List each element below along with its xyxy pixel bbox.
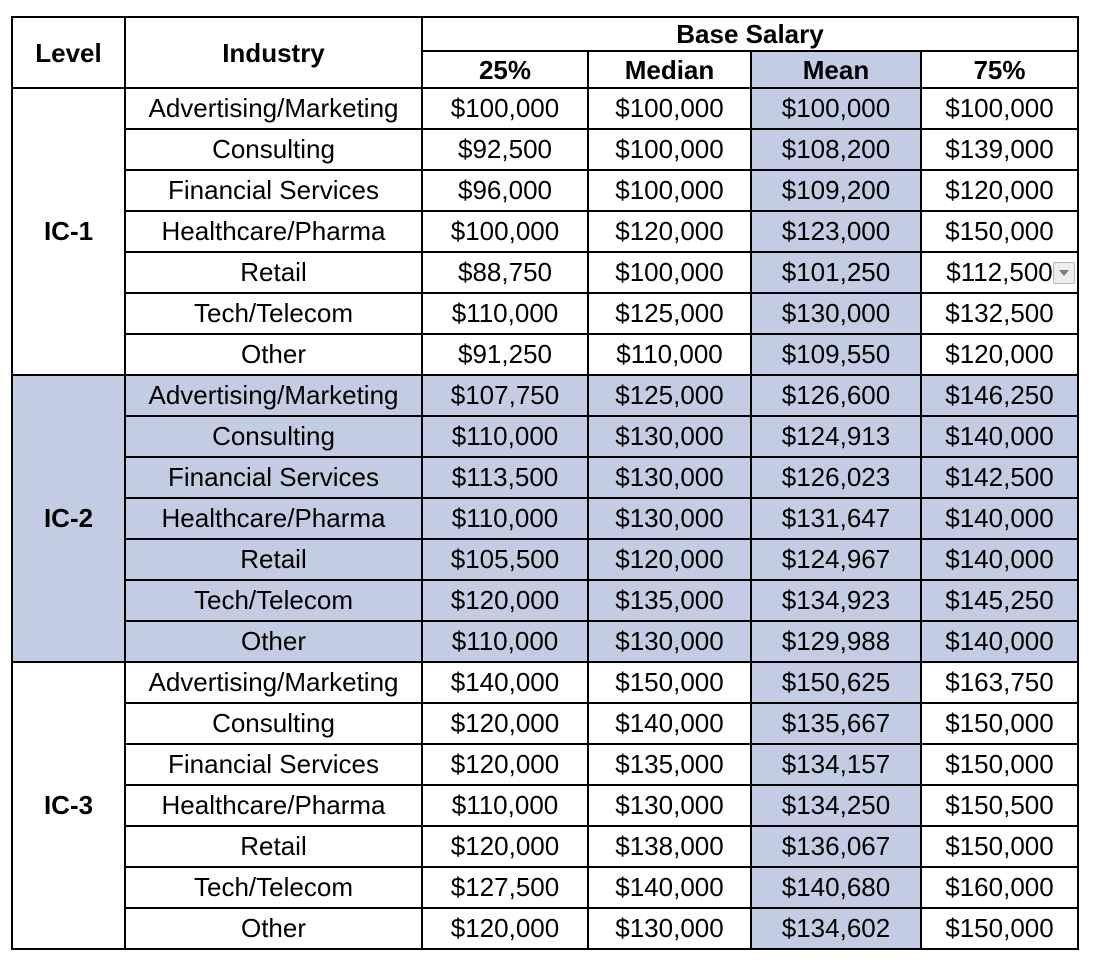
mean-cell: $134,923 — [751, 580, 921, 621]
level-label: IC-1 — [12, 88, 125, 375]
header-25th-percentile: 25% — [422, 51, 588, 88]
table-row — [12, 129, 1078, 170]
table-row — [12, 88, 1078, 129]
p75-cell: $150,500 — [921, 785, 1078, 826]
p75-cell: $139,000 — [921, 129, 1078, 170]
table-row — [12, 908, 1078, 949]
table-row — [12, 252, 1078, 293]
mean-cell: $134,602 — [751, 908, 921, 949]
table-row — [12, 334, 1078, 375]
p75-cell: $120,000 — [921, 334, 1078, 375]
p75-cell: $100,000 — [921, 88, 1078, 129]
p75-cell: $150,000 — [921, 744, 1078, 785]
table-row — [12, 375, 1078, 416]
mean-cell: $134,157 — [751, 744, 921, 785]
table-row — [12, 539, 1078, 580]
p25-cell: $91,250 — [422, 334, 588, 375]
p25-cell: $127,500 — [422, 867, 588, 908]
p25-cell: $120,000 — [422, 744, 588, 785]
industry-cell: Tech/Telecom — [125, 293, 422, 334]
table-row — [12, 703, 1078, 744]
p75-cell: $120,000 — [921, 170, 1078, 211]
header-median: Median — [588, 51, 751, 88]
p75-cell: $142,500 — [921, 457, 1078, 498]
mean-cell: $130,000 — [751, 293, 921, 334]
header-industry: Industry — [125, 17, 422, 88]
p75-cell: $140,000 — [921, 416, 1078, 457]
mean-cell: $140,680 — [751, 867, 921, 908]
p25-cell: $120,000 — [422, 908, 588, 949]
median-cell: $150,000 — [588, 662, 751, 703]
table-row — [12, 744, 1078, 785]
p75-cell: $132,500 — [921, 293, 1078, 334]
industry-cell: Healthcare/Pharma — [125, 498, 422, 539]
table-row — [12, 662, 1078, 703]
industry-cell: Healthcare/Pharma — [125, 785, 422, 826]
median-cell: $130,000 — [588, 457, 751, 498]
mean-cell: $123,000 — [751, 211, 921, 252]
median-cell: $135,000 — [588, 580, 751, 621]
median-cell: $130,000 — [588, 621, 751, 662]
p25-cell: $110,000 — [422, 498, 588, 539]
p75-cell: $140,000 — [921, 621, 1078, 662]
header-75th-percentile: 75% — [921, 51, 1078, 88]
median-cell: $120,000 — [588, 539, 751, 580]
industry-cell: Advertising/Marketing — [125, 375, 422, 416]
mean-cell: $126,600 — [751, 375, 921, 416]
table-row — [12, 211, 1078, 252]
median-cell: $125,000 — [588, 293, 751, 334]
p75-cell: $140,000 — [921, 539, 1078, 580]
mean-cell: $129,988 — [751, 621, 921, 662]
industry-cell: Consulting — [125, 129, 422, 170]
salary-table — [11, 16, 1079, 950]
chevron-down-icon — [1058, 269, 1070, 277]
dropdown-button[interactable] — [1053, 262, 1075, 284]
p25-cell: $110,000 — [422, 293, 588, 334]
p75-cell: $160,000 — [921, 867, 1078, 908]
table-body — [12, 88, 1078, 949]
table-row — [12, 170, 1078, 211]
mean-cell: $136,067 — [751, 826, 921, 867]
level-label: IC-3 — [12, 662, 125, 949]
industry-cell: Healthcare/Pharma — [125, 211, 422, 252]
industry-cell: Other — [125, 908, 422, 949]
industry-cell: Tech/Telecom — [125, 867, 422, 908]
table-row — [12, 785, 1078, 826]
p75-cell — [921, 252, 1078, 293]
industry-cell: Retail — [125, 826, 422, 867]
industry-cell: Tech/Telecom — [125, 580, 422, 621]
table-row — [12, 457, 1078, 498]
industry-cell: Financial Services — [125, 457, 422, 498]
median-cell: $125,000 — [588, 375, 751, 416]
p25-cell: $92,500 — [422, 129, 588, 170]
median-cell: $140,000 — [588, 703, 751, 744]
p75-cell: $146,250 — [921, 375, 1078, 416]
p25-cell: $107,750 — [422, 375, 588, 416]
mean-cell: $131,647 — [751, 498, 921, 539]
p25-cell: $100,000 — [422, 211, 588, 252]
mean-cell: $150,625 — [751, 662, 921, 703]
industry-cell: Retail — [125, 539, 422, 580]
median-cell: $140,000 — [588, 867, 751, 908]
median-cell: $100,000 — [588, 252, 751, 293]
header-base-salary: Base Salary — [422, 17, 1078, 51]
mean-cell: $109,550 — [751, 334, 921, 375]
p75-cell: $140,000 — [921, 498, 1078, 539]
table-header — [12, 17, 1078, 88]
industry-cell: Financial Services — [125, 170, 422, 211]
table-row — [12, 498, 1078, 539]
median-cell: $130,000 — [588, 498, 751, 539]
median-cell: $100,000 — [588, 129, 751, 170]
industry-cell: Other — [125, 621, 422, 662]
p75-cell: $150,000 — [921, 211, 1078, 252]
header-level: Level — [12, 17, 125, 88]
p25-cell: $88,750 — [422, 252, 588, 293]
p75-cell: $163,750 — [921, 662, 1078, 703]
industry-cell: Advertising/Marketing — [125, 662, 422, 703]
p25-cell: $96,000 — [422, 170, 588, 211]
mean-cell: $109,200 — [751, 170, 921, 211]
table-row — [12, 293, 1078, 334]
table-row — [12, 580, 1078, 621]
mean-cell: $108,200 — [751, 129, 921, 170]
p25-cell: $120,000 — [422, 826, 588, 867]
p25-cell: $113,500 — [422, 457, 588, 498]
p25-cell: $120,000 — [422, 703, 588, 744]
cell-value: $112,500 — [946, 257, 1053, 287]
median-cell: $110,000 — [588, 334, 751, 375]
industry-cell: Retail — [125, 252, 422, 293]
median-cell: $130,000 — [588, 785, 751, 826]
p25-cell: $110,000 — [422, 785, 588, 826]
median-cell: $120,000 — [588, 211, 751, 252]
level-label: IC-2 — [12, 375, 125, 662]
mean-cell: $101,250 — [751, 252, 921, 293]
median-cell: $130,000 — [588, 416, 751, 457]
p75-cell: $150,000 — [921, 908, 1078, 949]
p25-cell: $110,000 — [422, 621, 588, 662]
mean-cell: $124,913 — [751, 416, 921, 457]
p25-cell: $140,000 — [422, 662, 588, 703]
median-cell: $135,000 — [588, 744, 751, 785]
p25-cell: $100,000 — [422, 88, 588, 129]
median-cell: $100,000 — [588, 88, 751, 129]
industry-cell: Other — [125, 334, 422, 375]
p25-cell: $120,000 — [422, 580, 588, 621]
p75-cell: $145,250 — [921, 580, 1078, 621]
median-cell: $138,000 — [588, 826, 751, 867]
p25-cell: $110,000 — [422, 416, 588, 457]
industry-cell: Consulting — [125, 703, 422, 744]
p75-cell: $150,000 — [921, 826, 1078, 867]
p75-cell: $150,000 — [921, 703, 1078, 744]
industry-cell: Financial Services — [125, 744, 422, 785]
mean-cell: $100,000 — [751, 88, 921, 129]
industry-cell: Advertising/Marketing — [125, 88, 422, 129]
mean-cell: $126,023 — [751, 457, 921, 498]
table-row — [12, 826, 1078, 867]
mean-cell: $134,250 — [751, 785, 921, 826]
p25-cell: $105,500 — [422, 539, 588, 580]
header-mean: Mean — [751, 51, 921, 88]
mean-cell: $124,967 — [751, 539, 921, 580]
table-row — [12, 621, 1078, 662]
median-cell: $130,000 — [588, 908, 751, 949]
table-row — [12, 867, 1078, 908]
industry-cell: Consulting — [125, 416, 422, 457]
median-cell: $100,000 — [588, 170, 751, 211]
table-row — [12, 416, 1078, 457]
mean-cell: $135,667 — [751, 703, 921, 744]
